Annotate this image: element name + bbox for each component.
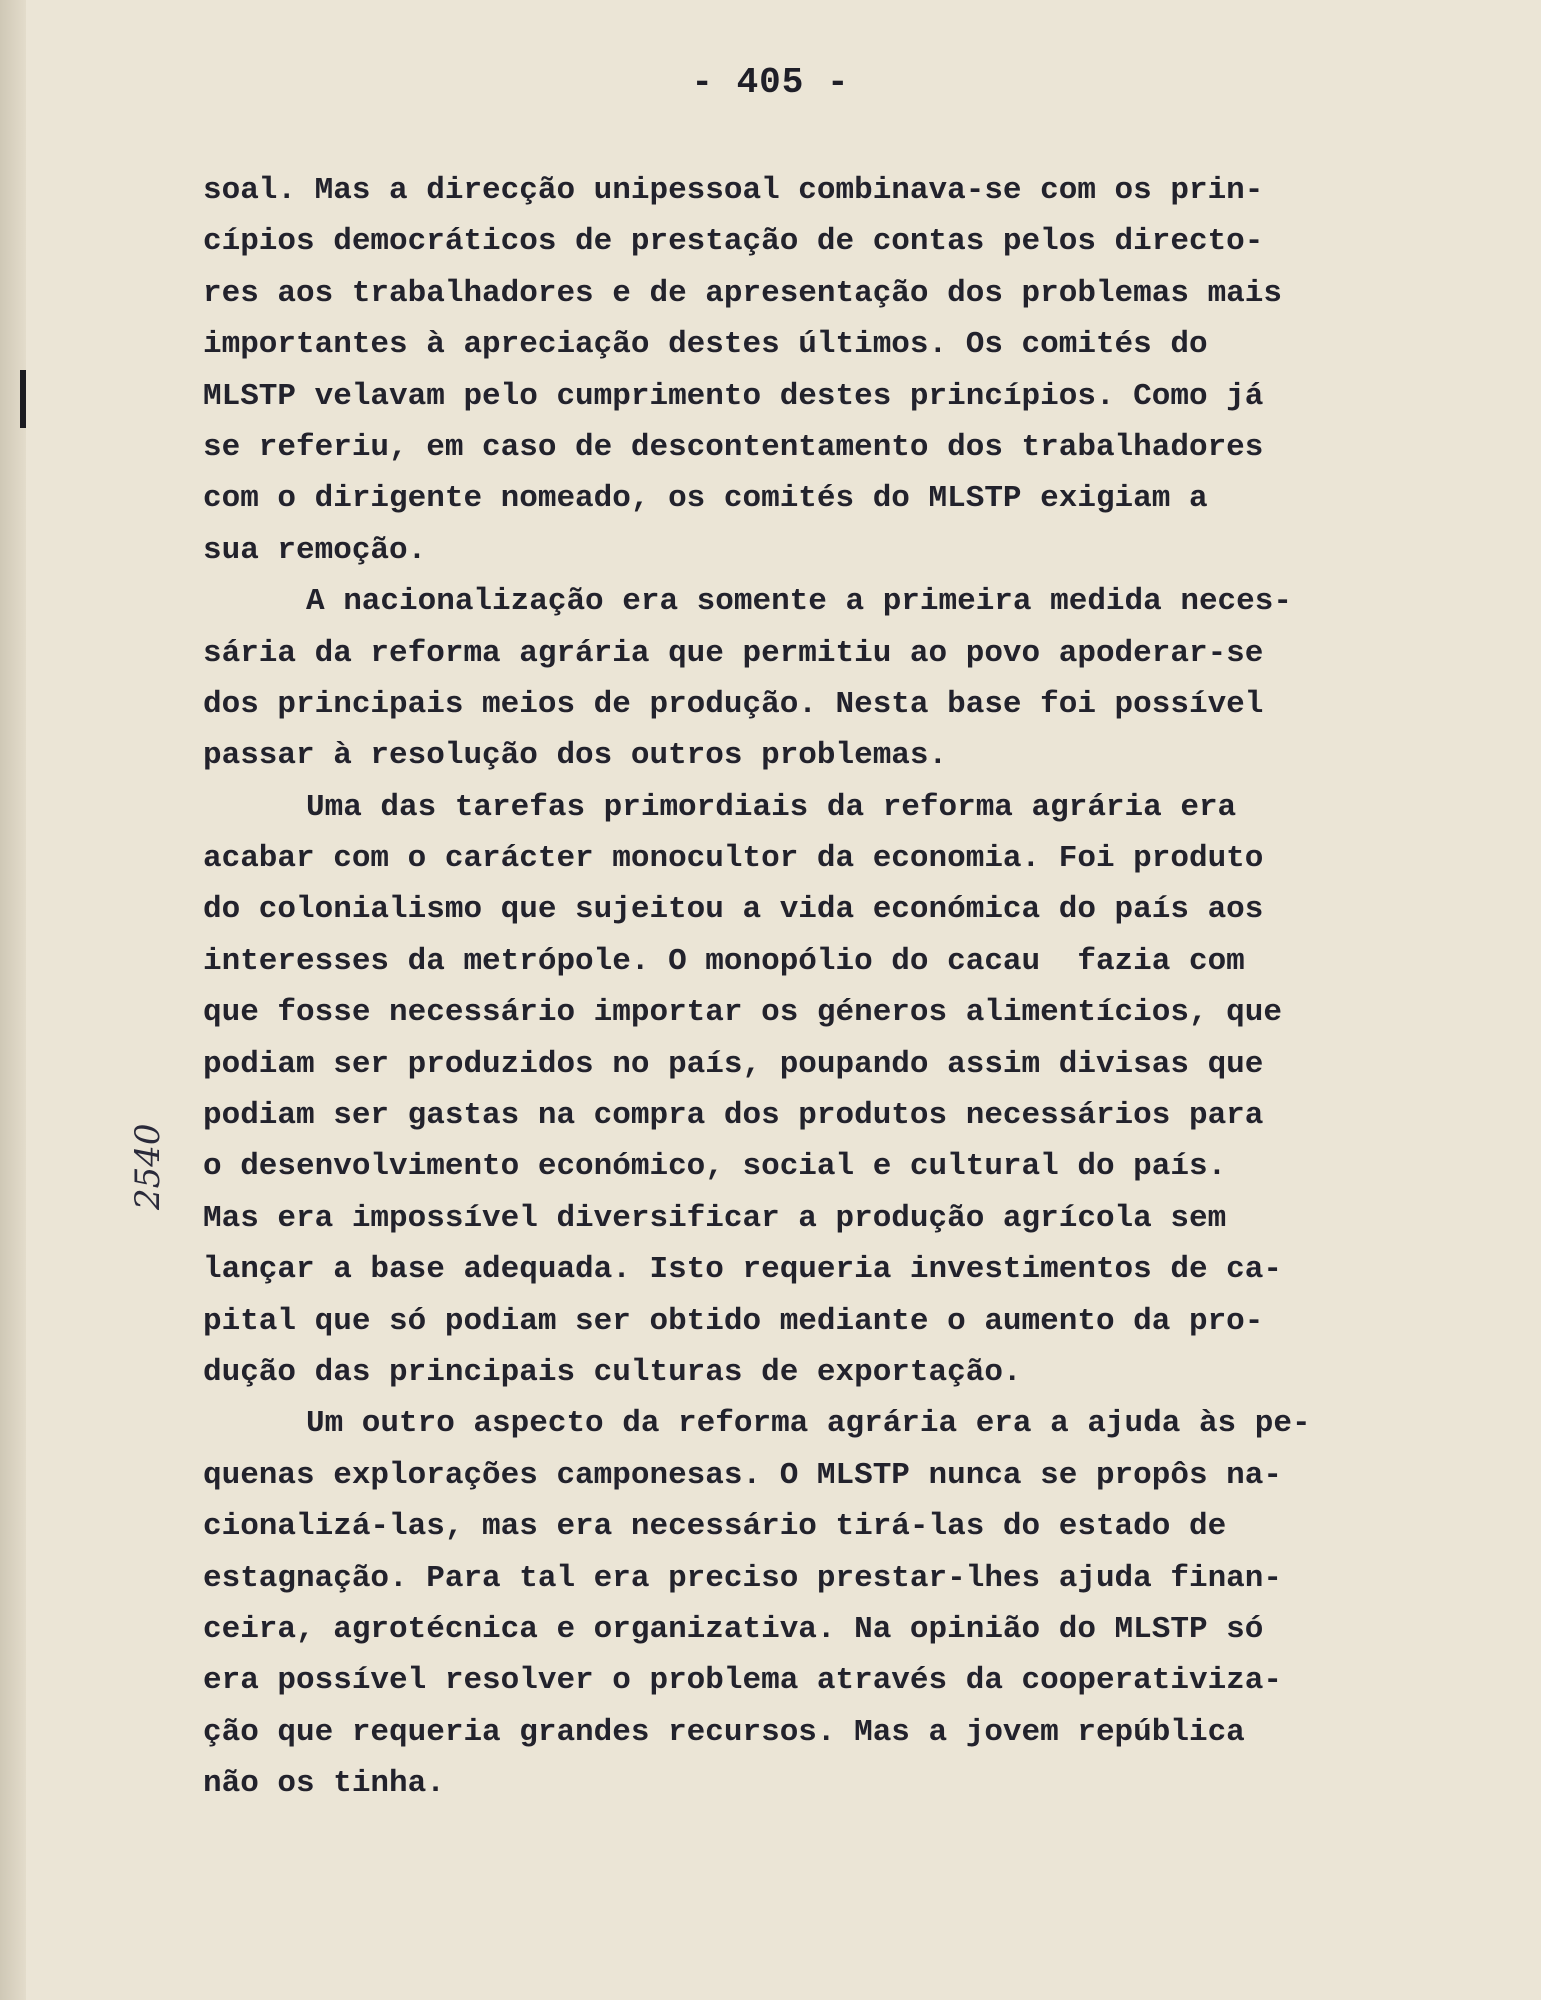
text-line: que fosse necessário importar os géneros alimentícios, que [203,995,1282,1031]
text-line: Mas era impossível diversificar a produção agrícola sem [203,1200,1227,1236]
margin-handwritten-note: 2540 [128,1123,168,1210]
text-line: ceira, agrotécnica e organizativa. Na opinião do MLSTP só [203,1611,1264,1647]
text-line: podiam ser produzidos no país, poupando assim divisas que [203,1046,1264,1082]
text-line: dução das principais culturas de exportação. [203,1354,1022,1390]
text-line: ção que requeria grandes recursos. Mas a jovem república [203,1714,1245,1750]
text-line: acabar com o carácter monocultor da economia. Foi produto [203,841,1264,877]
text-line: A nacionalização era somente a primeira medida neces- [306,584,1292,620]
page-left-edge [0,0,26,2000]
text-line: Uma das tarefas primordiais da reforma agrária era [306,789,1237,825]
text-line: cionalizá-las, mas era necessário tirá-las do estado de [203,1509,1227,1545]
text-line: passar à resolução dos outros problemas. [203,738,948,774]
text-line: lançar a base adequada. Isto requeria investimentos de ca- [203,1252,1282,1288]
text-line: do colonialismo que sujeitou a vida económica do país aos [203,892,1264,928]
text-line: interesses da metrópole. O monopólio do cacau fazia com [203,943,1245,979]
text-line: era possível resolver o problema através da cooperativiza- [203,1663,1282,1699]
binder-mark [20,370,26,428]
text-line: sária da reforma agrária que permitiu ao povo apoderar-se [203,635,1264,671]
text-line: MLSTP velavam pelo cumprimento destes princípios. Como já [203,378,1264,414]
text-line: o desenvolvimento económico, social e cultural do país. [203,1149,1227,1185]
text-line: estagnação. Para tal era preciso prestar-lhes ajuda finan- [203,1560,1282,1596]
text-line: não os tinha. [203,1766,445,1802]
text-line: soal. Mas a direcção unipessoal combinava-se com os prin- [203,173,1264,208]
text-line: sua remoção. [203,532,427,568]
text-line: dos principais meios de produção. Nesta base foi possível [203,686,1264,722]
text-line: importantes à apreciação destes últimos. Os comités do [203,327,1208,363]
text-line: podiam ser gastas na compra dos produtos necessários para [203,1098,1264,1134]
text-line: com o dirigente nomeado, os comités do MLSTP exigiam a [203,481,1208,517]
page-number: - 405 - [691,62,850,103]
body-text [203,165,1433,1810]
text-line: quenas explorações camponesas. O MLSTP nunca se propôs na- [203,1457,1282,1493]
text-line: cípios democráticos de prestação de contas pelos directo- [203,224,1264,260]
text-line: pital que só podiam ser obtido mediante o aumento da pro- [203,1303,1264,1339]
text-line: Um outro aspecto da reforma agrária era a ajuda às pe- [306,1406,1311,1442]
text-line: se referiu, em caso de descontentamento dos trabalhadores [203,429,1264,465]
text-line: res aos trabalhadores e de apresentação dos problemas mais [203,275,1282,311]
